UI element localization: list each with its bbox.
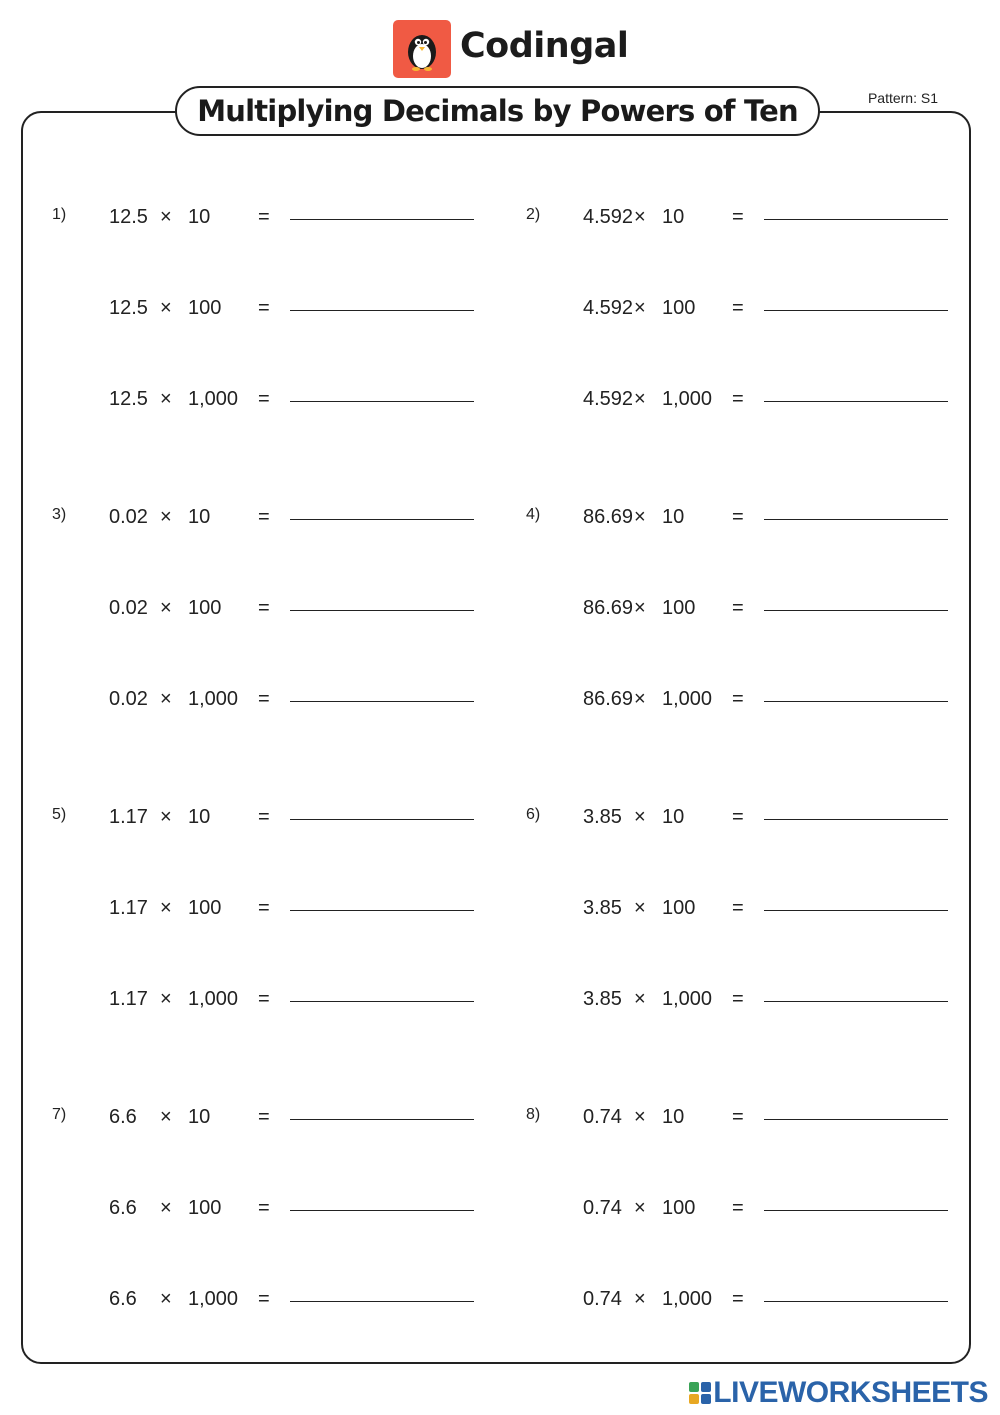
power-of-ten: 1,000 [188,688,239,710]
equation-row [526,1106,996,1146]
power-of-ten: 1,000 [188,1288,239,1310]
liveworksheets-logo-icon [689,1382,711,1404]
equals-sign: = [258,1106,270,1128]
problem-8 [526,1106,996,1366]
answer-blank[interactable] [764,610,948,611]
answer-blank[interactable] [290,1301,474,1302]
answer-blank[interactable] [764,701,948,702]
problem-number: 5) [52,806,67,823]
equation-row [52,597,522,637]
power-of-ten: 10 [662,1106,685,1128]
power-of-ten: 10 [188,806,211,828]
pattern-label: Pattern: S1 [867,90,938,106]
equation-row [526,988,996,1028]
answer-blank[interactable] [290,610,474,611]
equals-sign: = [258,506,270,528]
codingal-logo [393,20,451,78]
times-sign: × [160,206,172,228]
multiplicand: 3.85 [583,897,622,919]
equation-row [52,688,522,728]
equation-row [52,1106,522,1146]
multiplicand: 12.5 [109,206,148,228]
answer-blank[interactable] [290,219,474,220]
times-sign: × [160,1197,172,1219]
answer-blank[interactable] [764,310,948,311]
equals-sign: = [732,506,744,528]
problem-number: 4) [526,506,541,523]
multiplicand: 0.02 [109,688,148,710]
problem-1 [52,206,522,466]
equation-row [52,206,522,246]
answer-blank[interactable] [764,819,948,820]
power-of-ten: 1,000 [662,988,713,1010]
equals-sign: = [732,1106,744,1128]
power-of-ten: 1,000 [188,388,239,410]
equals-sign: = [258,206,270,228]
equals-sign: = [732,806,744,828]
power-of-ten: 10 [662,506,685,528]
equals-sign: = [732,897,744,919]
answer-blank[interactable] [764,1001,948,1002]
multiplicand: 3.85 [583,806,622,828]
equation-row [52,806,522,846]
times-sign: × [160,388,172,410]
equation-row [52,297,522,337]
equals-sign: = [732,297,744,319]
multiplicand: 0.02 [109,506,148,528]
equals-sign: = [258,806,270,828]
times-sign: × [160,806,172,828]
equals-sign: = [732,597,744,619]
answer-blank[interactable] [764,910,948,911]
problem-number: 6) [526,806,541,823]
times-sign: × [160,897,172,919]
equation-row [526,297,996,337]
power-of-ten: 100 [662,297,696,319]
power-of-ten: 100 [662,1197,696,1219]
equals-sign: = [732,1288,744,1310]
problem-5 [52,806,522,1066]
problem-4 [526,506,996,766]
answer-blank[interactable] [764,401,948,402]
problem-2 [526,206,996,466]
problem-7 [52,1106,522,1366]
equation-row [526,688,996,728]
problem-number: 7) [52,1106,67,1123]
answer-blank[interactable] [290,1119,474,1120]
multiplicand: 12.5 [109,388,148,410]
power-of-ten: 100 [188,297,222,319]
answer-blank[interactable] [764,1301,948,1302]
times-sign: × [634,806,646,828]
power-of-ten: 100 [662,897,696,919]
worksheet-title: Multiplying Decimals by Powers of Ten [175,86,820,136]
equation-row [52,1197,522,1237]
equation-row [526,506,996,546]
power-of-ten: 100 [188,1197,222,1219]
equals-sign: = [258,297,270,319]
brand-name: Codingal [460,26,629,66]
multiplicand: 6.6 [109,1106,137,1128]
answer-blank[interactable] [290,819,474,820]
problem-6 [526,806,996,1066]
problem-number: 1) [52,206,67,223]
answer-blank[interactable] [290,519,474,520]
equation-row [526,897,996,937]
power-of-ten: 100 [188,597,222,619]
equation-row [52,988,522,1028]
times-sign: × [160,597,172,619]
problem-number: 8) [526,1106,541,1123]
power-of-ten: 10 [662,806,685,828]
multiplicand: 86.69 [583,506,634,528]
times-sign: × [634,297,646,319]
multiplicand: 0.74 [583,1106,622,1128]
equals-sign: = [732,1197,744,1219]
times-sign: × [634,688,646,710]
multiplicand: 4.592 [583,388,634,410]
equation-row [52,897,522,937]
multiplicand: 1.17 [109,897,148,919]
multiplicand: 4.592 [583,297,634,319]
problem-number: 2) [526,206,541,223]
times-sign: × [634,597,646,619]
equation-row [52,506,522,546]
equation-row [526,597,996,637]
equals-sign: = [732,688,744,710]
answer-blank[interactable] [764,219,948,220]
power-of-ten: 10 [188,206,211,228]
answer-blank[interactable] [290,1001,474,1002]
power-of-ten: 100 [188,897,222,919]
equals-sign: = [258,388,270,410]
power-of-ten: 10 [188,506,211,528]
multiplicand: 6.6 [109,1197,137,1219]
multiplicand: 6.6 [109,1288,137,1310]
answer-blank[interactable] [290,310,474,311]
times-sign: × [634,1288,646,1310]
times-sign: × [160,506,172,528]
equation-row [52,388,522,428]
answer-blank[interactable] [290,1210,474,1211]
equals-sign: = [258,897,270,919]
liveworksheets-footer [689,1375,988,1411]
multiplicand: 12.5 [109,297,148,319]
equals-sign: = [258,1197,270,1219]
times-sign: × [634,506,646,528]
times-sign: × [160,1288,172,1310]
times-sign: × [634,388,646,410]
multiplicand: 86.69 [583,688,634,710]
equation-row [526,206,996,246]
equation-row [526,806,996,846]
answer-blank[interactable] [290,910,474,911]
equals-sign: = [258,1288,270,1310]
equals-sign: = [732,988,744,1010]
answer-blank[interactable] [290,401,474,402]
equals-sign: = [258,988,270,1010]
problem-number: 3) [52,506,67,523]
times-sign: × [160,297,172,319]
times-sign: × [160,688,172,710]
power-of-ten: 10 [662,206,685,228]
problem-3 [52,506,522,766]
multiplicand: 0.74 [583,1197,622,1219]
multiplicand: 4.592 [583,206,634,228]
equals-sign: = [258,688,270,710]
answer-blank[interactable] [764,1119,948,1120]
answer-blank[interactable] [764,519,948,520]
equation-row [52,1288,522,1328]
equation-row [526,1197,996,1237]
liveworksheets-brand: LIVEWORKSHEETS [713,1376,988,1409]
multiplicand: 86.69 [583,597,634,619]
equation-row [526,388,996,428]
equals-sign: = [732,206,744,228]
equals-sign: = [258,597,270,619]
times-sign: × [634,1197,646,1219]
equation-row [526,1288,996,1328]
times-sign: × [634,988,646,1010]
multiplicand: 1.17 [109,988,148,1010]
multiplicand: 0.02 [109,597,148,619]
power-of-ten: 1,000 [188,988,239,1010]
times-sign: × [634,1106,646,1128]
times-sign: × [634,206,646,228]
answer-blank[interactable] [290,701,474,702]
power-of-ten: 1,000 [662,688,713,710]
header [0,20,1000,78]
power-of-ten: 1,000 [662,1288,713,1310]
multiplicand: 1.17 [109,806,148,828]
power-of-ten: 100 [662,597,696,619]
times-sign: × [634,897,646,919]
multiplicand: 0.74 [583,1288,622,1310]
answer-blank[interactable] [764,1210,948,1211]
multiplicand: 3.85 [583,988,622,1010]
penguin-icon [393,20,451,78]
equals-sign: = [732,388,744,410]
times-sign: × [160,1106,172,1128]
times-sign: × [160,988,172,1010]
power-of-ten: 1,000 [662,388,713,410]
power-of-ten: 10 [188,1106,211,1128]
